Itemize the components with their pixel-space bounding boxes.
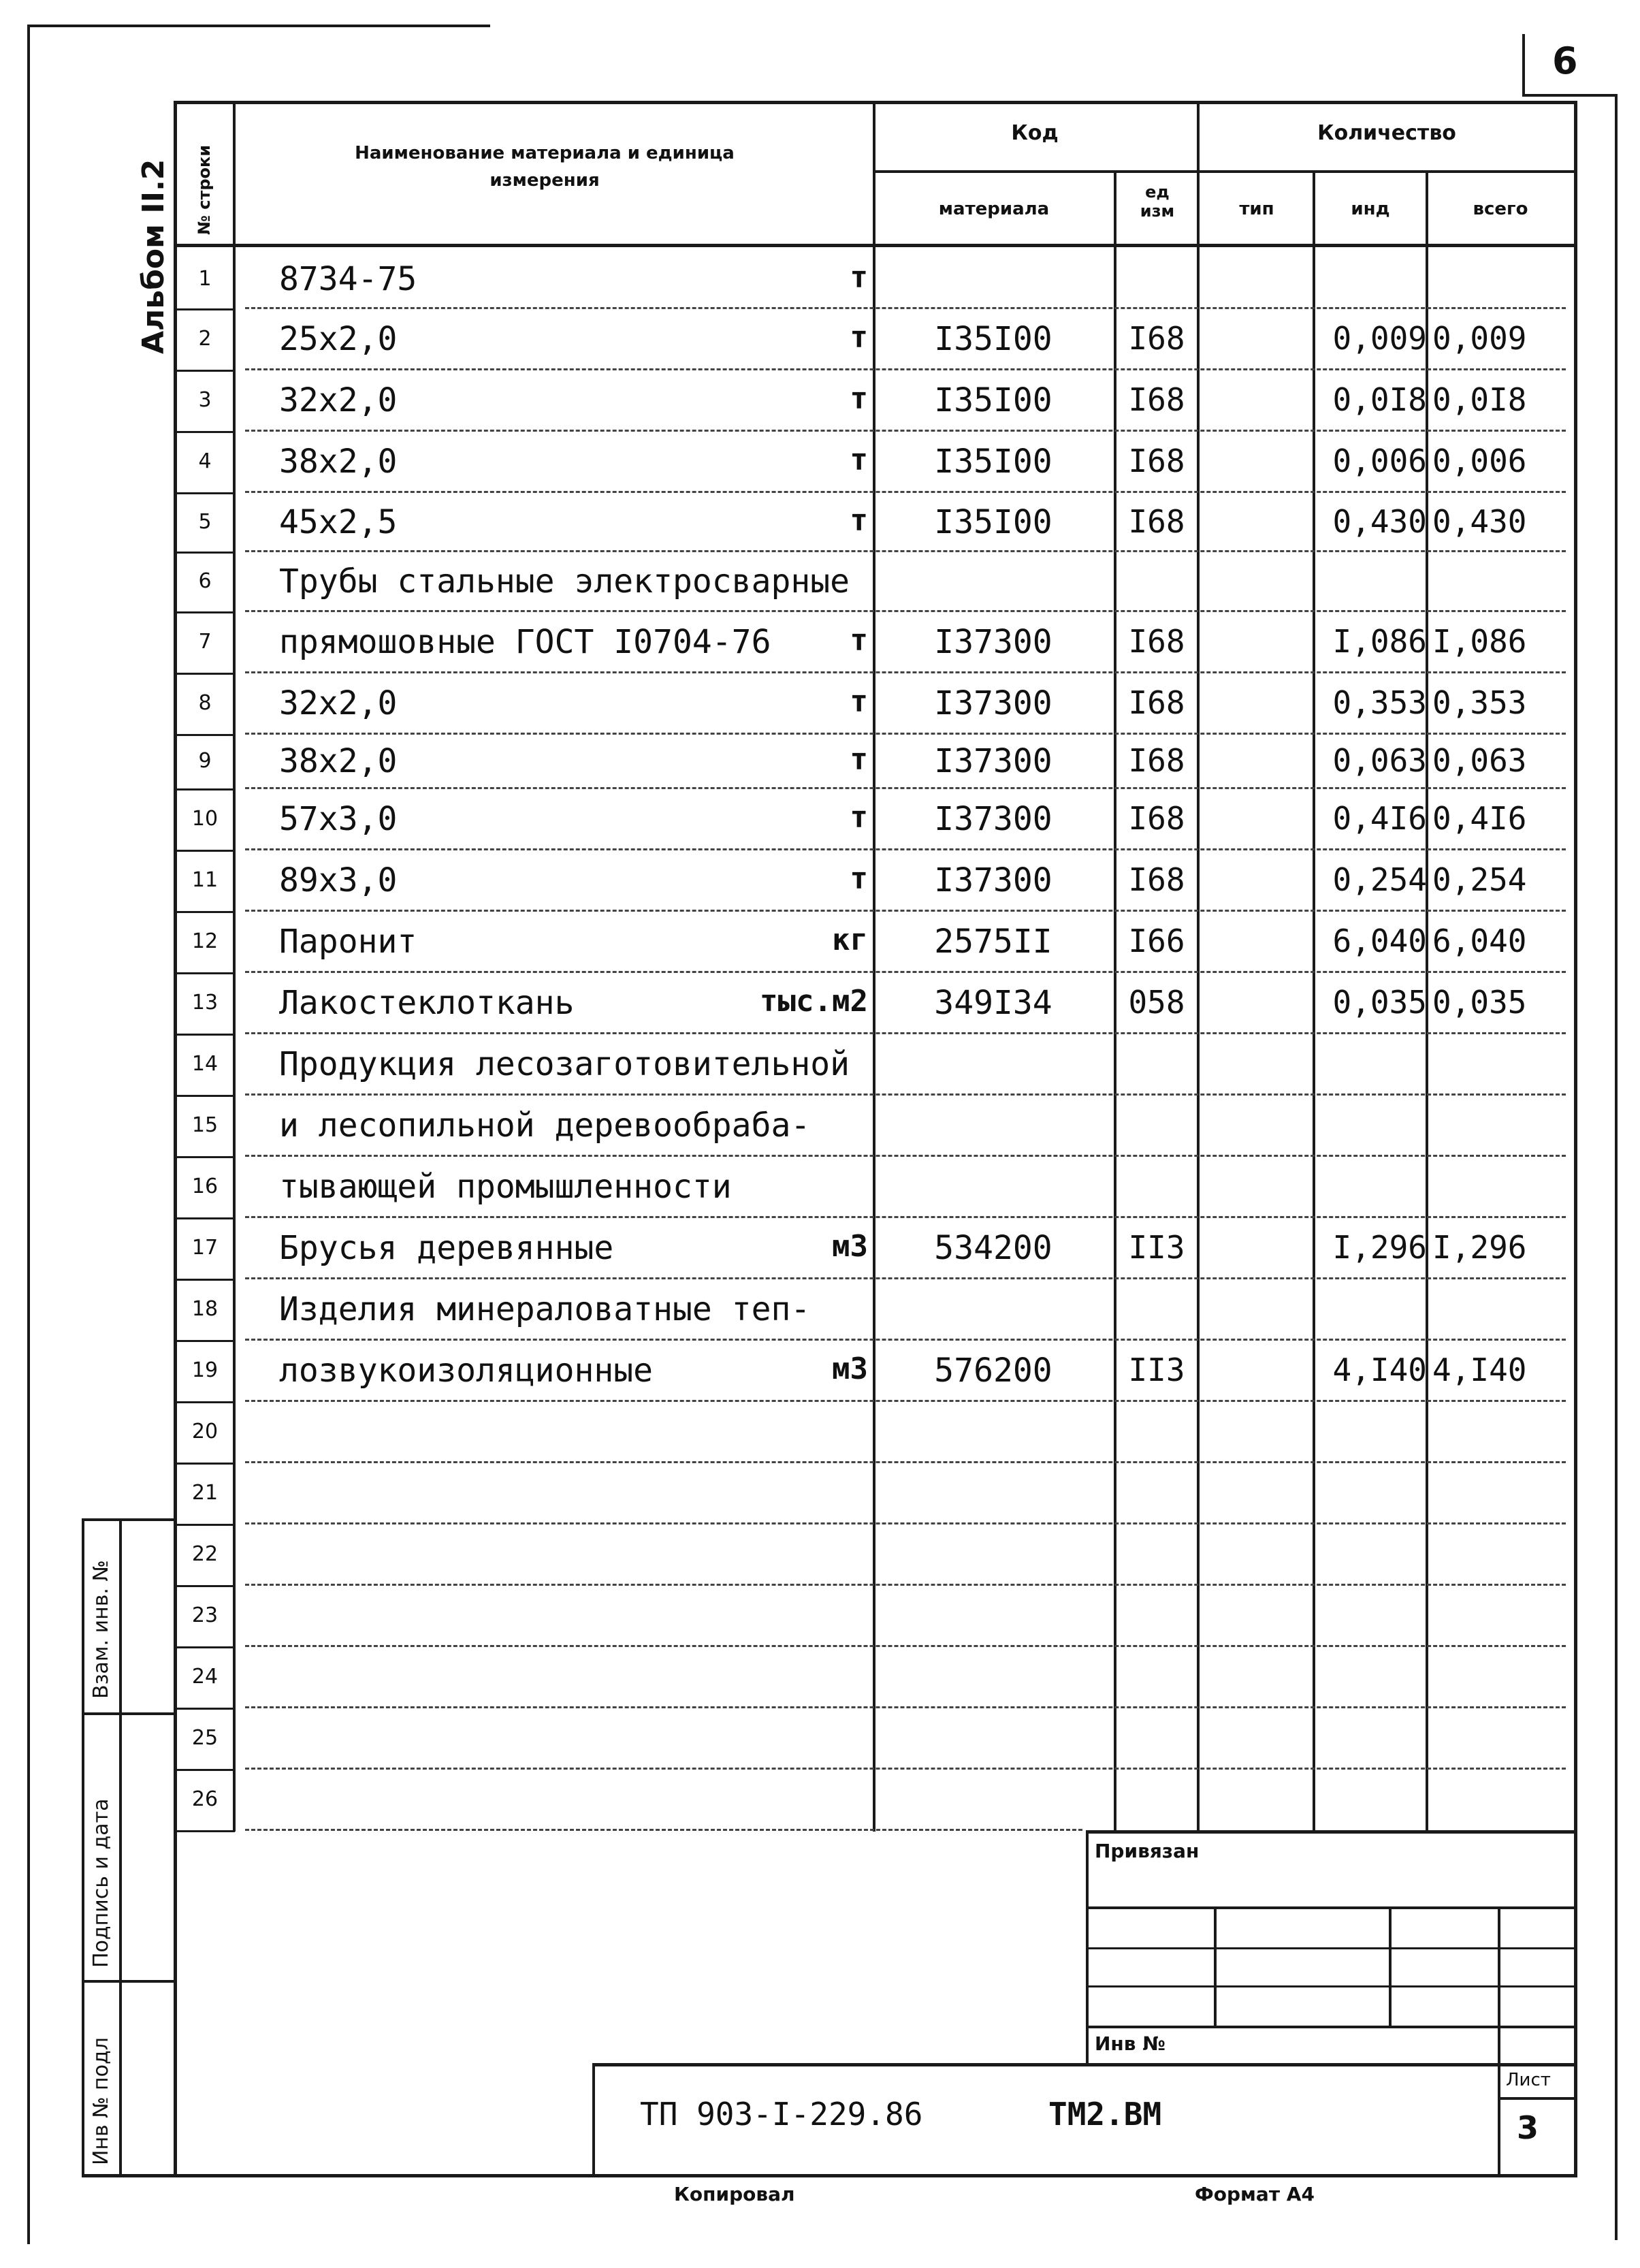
row-number: 24 bbox=[191, 1665, 219, 1689]
row-number: 9 bbox=[198, 749, 212, 773]
row-number: 26 bbox=[191, 1787, 219, 1811]
stamp-line-2 bbox=[1086, 1947, 1576, 1949]
row-number: 1 bbox=[198, 266, 212, 291]
row-separator bbox=[245, 1522, 1566, 1524]
row-number: 3 bbox=[198, 388, 212, 412]
header-code: Код bbox=[1011, 121, 1059, 145]
row-number-separator bbox=[174, 972, 235, 974]
material-code: I37300 bbox=[934, 623, 1052, 661]
material-unit: т bbox=[850, 443, 868, 477]
row-number-separator bbox=[174, 1708, 235, 1710]
row-number: 2 bbox=[198, 327, 212, 351]
qty-total: 0,254 bbox=[1432, 861, 1527, 898]
row-separator bbox=[245, 550, 1566, 552]
side-strip-left bbox=[119, 1518, 122, 2175]
page-number-underline bbox=[1522, 94, 1618, 97]
stamp-line-4 bbox=[1086, 2026, 1576, 2028]
unit-code: I68 bbox=[1128, 443, 1185, 479]
frame-right bbox=[1574, 101, 1577, 2176]
row-number: 20 bbox=[191, 1420, 219, 1443]
row-separator bbox=[245, 910, 1566, 912]
header-quantity: Количество bbox=[1317, 121, 1456, 145]
stamp-v2 bbox=[1389, 1906, 1392, 2028]
row-number: 7 bbox=[198, 630, 212, 654]
inv-no-label: Инв № bbox=[1095, 2032, 1165, 2055]
material-name: лозвукоизоляционные bbox=[279, 1352, 654, 1390]
row-number: 16 bbox=[191, 1175, 219, 1198]
row-number-separator bbox=[174, 1769, 235, 1771]
qty-total: 4,I40 bbox=[1432, 1352, 1527, 1388]
material-name: 38х2,0 bbox=[279, 443, 398, 481]
qty-total: I,296 bbox=[1432, 1229, 1527, 1266]
row-number: 14 bbox=[191, 1052, 219, 1076]
page-number-divider bbox=[1522, 34, 1525, 95]
row-separator bbox=[245, 1645, 1566, 1647]
header-qty-type: тип bbox=[1239, 199, 1274, 219]
row-separator bbox=[245, 1216, 1566, 1218]
qty-ind: 0,4I6 bbox=[1332, 800, 1427, 837]
unit-code: I68 bbox=[1128, 320, 1185, 357]
row-separator bbox=[245, 1277, 1566, 1279]
frame-left bbox=[174, 101, 177, 2176]
sheet-box-divider bbox=[1498, 2097, 1576, 2100]
unit-code: I68 bbox=[1128, 861, 1185, 898]
format-label: Формат А4 bbox=[1195, 2183, 1315, 2205]
material-name: 38х2,0 bbox=[279, 742, 398, 780]
qty-total: 6,040 bbox=[1432, 923, 1527, 959]
qty-ind: 4,I40 bbox=[1332, 1352, 1427, 1388]
row-separator bbox=[245, 1461, 1566, 1463]
material-code: I35I00 bbox=[934, 320, 1052, 358]
material-code: 2575II bbox=[934, 923, 1052, 961]
row-number: 25 bbox=[191, 1726, 219, 1750]
unit-code: I68 bbox=[1128, 623, 1185, 660]
row-number-separator bbox=[174, 850, 235, 852]
material-code: 576200 bbox=[934, 1352, 1052, 1390]
unit-code: I66 bbox=[1128, 923, 1185, 959]
material-name: Лакостеклоткань bbox=[279, 984, 575, 1022]
row-separator bbox=[245, 787, 1566, 789]
row-number-separator bbox=[174, 1463, 235, 1465]
material-name: 89х3,0 bbox=[279, 861, 398, 899]
qty-ind: 0,035 bbox=[1332, 984, 1427, 1021]
qty-ind: 0,0I8 bbox=[1332, 381, 1427, 418]
row-separator bbox=[245, 733, 1566, 735]
copied-label: Копировал bbox=[674, 2183, 795, 2205]
material-name: 32х2,0 bbox=[279, 381, 398, 419]
material-name: 57х3,0 bbox=[279, 800, 398, 838]
qty-ind: 0,063 bbox=[1332, 742, 1427, 779]
row-number: 8 bbox=[198, 691, 212, 715]
row-number-separator bbox=[174, 1095, 235, 1097]
qty-total: 0,009 bbox=[1432, 320, 1527, 357]
sheet-box-left bbox=[1498, 2063, 1500, 2175]
sheet-number: 3 bbox=[1517, 2109, 1539, 2146]
row-number-separator bbox=[174, 552, 235, 554]
side-strip-div2 bbox=[82, 1980, 177, 1983]
row-number-separator bbox=[174, 1279, 235, 1281]
material-code: I37300 bbox=[934, 742, 1052, 780]
row-number: 10 bbox=[191, 807, 219, 831]
podpis-data-label: Подпись и дата bbox=[89, 1798, 113, 1968]
material-unit: м3 bbox=[832, 1229, 868, 1264]
vzam-inv-label: Взам. инв. № bbox=[89, 1560, 113, 1699]
material-code: I35I00 bbox=[934, 502, 1052, 541]
material-code: I35I00 bbox=[934, 443, 1052, 481]
inv-podl-label: Инв № подл bbox=[89, 2037, 113, 2165]
material-unit: т bbox=[850, 742, 868, 777]
qty-total: 0,063 bbox=[1432, 742, 1527, 779]
material-unit: т bbox=[850, 684, 868, 719]
row-number-separator bbox=[174, 1156, 235, 1158]
material-unit: кг bbox=[832, 923, 868, 957]
doc-code: ТП 903-I-229.86 bbox=[640, 2096, 923, 2133]
row-number-separator bbox=[174, 1646, 235, 1648]
material-code: I37300 bbox=[934, 861, 1052, 899]
row-number-separator bbox=[174, 1034, 235, 1036]
row-number-separator bbox=[174, 734, 235, 736]
header-bottom-line bbox=[174, 244, 1576, 247]
stamp-line-3 bbox=[1086, 1985, 1576, 1987]
page-number: 6 bbox=[1552, 39, 1578, 82]
side-strip-right bbox=[82, 1518, 84, 2175]
col-line-unit bbox=[1197, 101, 1200, 1832]
row-number: 5 bbox=[198, 509, 212, 534]
row-number: 18 bbox=[191, 1297, 219, 1321]
unit-code: II3 bbox=[1128, 1352, 1185, 1388]
stamp-top bbox=[1086, 1830, 1576, 1834]
material-name: Продукция лесозаготовительной bbox=[279, 1045, 850, 1083]
qty-ind: 0,009 bbox=[1332, 320, 1427, 357]
material-code: I37300 bbox=[934, 684, 1052, 722]
material-unit: м3 bbox=[832, 1352, 868, 1386]
stamp-v3 bbox=[1498, 1906, 1500, 2064]
material-unit: т bbox=[850, 381, 868, 416]
material-name: 32х2,0 bbox=[279, 684, 398, 722]
left-frame-line bbox=[27, 25, 30, 2244]
side-strip-div1 bbox=[82, 1712, 177, 1715]
row-number: 17 bbox=[191, 1236, 219, 1260]
qty-total: 0,0I8 bbox=[1432, 381, 1527, 418]
material-name: Паронит bbox=[279, 923, 417, 961]
row-number-separator bbox=[174, 1401, 235, 1403]
unit-code: I68 bbox=[1128, 742, 1185, 779]
header-qty-ind: инд bbox=[1351, 199, 1390, 219]
qty-ind: 6,040 bbox=[1332, 923, 1427, 959]
row-separator bbox=[245, 1400, 1566, 1402]
title-block-left bbox=[592, 2063, 595, 2175]
header-mid-line bbox=[873, 170, 1574, 173]
row-separator bbox=[245, 1706, 1566, 1708]
material-name: прямошовные ГОСТ I0704-76 bbox=[279, 623, 771, 661]
row-separator bbox=[245, 1032, 1566, 1034]
row-number: 22 bbox=[191, 1542, 219, 1566]
album-label: Альбом II.2 bbox=[136, 159, 171, 354]
header-code-unit: ед изм bbox=[1140, 182, 1175, 221]
row-separator bbox=[245, 610, 1566, 612]
material-name: Трубы стальные электросварные bbox=[279, 562, 850, 601]
col-line-rownum bbox=[233, 101, 236, 1832]
row-number: 23 bbox=[191, 1603, 219, 1627]
row-separator bbox=[245, 971, 1566, 973]
row-separator bbox=[245, 307, 1566, 309]
row-number-separator bbox=[174, 673, 235, 675]
qty-total: I,086 bbox=[1432, 623, 1527, 660]
qty-ind: 0,353 bbox=[1332, 684, 1427, 721]
material-unit: т bbox=[850, 861, 868, 896]
material-unit: т bbox=[850, 800, 868, 835]
unit-code: I68 bbox=[1128, 381, 1185, 418]
row-separator bbox=[245, 1339, 1566, 1341]
stamp-v1 bbox=[1214, 1906, 1217, 2028]
qty-total: 0,006 bbox=[1432, 443, 1527, 479]
row-number-separator bbox=[174, 308, 235, 310]
row-separator bbox=[245, 1768, 1566, 1770]
qty-ind: 0,430 bbox=[1332, 502, 1427, 540]
unit-code: I68 bbox=[1128, 502, 1185, 540]
col-line-name bbox=[873, 101, 875, 1832]
row-number-separator bbox=[174, 1830, 235, 1832]
qty-ind: 0,006 bbox=[1332, 443, 1427, 479]
row-number: 19 bbox=[191, 1358, 219, 1382]
material-name: 8734-75 bbox=[279, 259, 417, 298]
row-number: 13 bbox=[191, 991, 219, 1015]
row-number: 11 bbox=[191, 868, 219, 892]
material-unit: т bbox=[850, 502, 868, 538]
qty-total: 0,035 bbox=[1432, 984, 1527, 1021]
qty-ind: I,296 bbox=[1332, 1229, 1427, 1266]
material-code: I35I00 bbox=[934, 381, 1052, 419]
row-separator bbox=[245, 1584, 1566, 1586]
material-unit: тыс.м2 bbox=[760, 984, 868, 1019]
material-code: 534200 bbox=[934, 1229, 1052, 1267]
qty-total: 0,4I6 bbox=[1432, 800, 1527, 837]
frame-bottom bbox=[82, 2174, 1577, 2177]
sheet-label: Лист bbox=[1506, 2070, 1551, 2090]
right-edge-line bbox=[1615, 95, 1618, 2240]
material-unit: т bbox=[850, 259, 868, 295]
doc-mark: ТМ2.ВМ bbox=[1048, 2096, 1162, 2133]
row-number-separator bbox=[174, 431, 235, 433]
row-separator bbox=[245, 1829, 1082, 1831]
row-separator bbox=[245, 368, 1566, 370]
header-qty-total: всего bbox=[1473, 199, 1528, 219]
material-unit: т bbox=[850, 320, 868, 355]
row-number-separator bbox=[174, 1340, 235, 1342]
row-number: 4 bbox=[198, 449, 212, 473]
row-number-separator bbox=[174, 1585, 235, 1587]
header-row-no: № строки bbox=[195, 144, 214, 235]
qty-total: 0,430 bbox=[1432, 502, 1527, 540]
row-number-separator bbox=[174, 611, 235, 613]
unit-code: II3 bbox=[1128, 1229, 1185, 1266]
row-separator bbox=[245, 1155, 1566, 1157]
row-number: 6 bbox=[198, 569, 212, 593]
qty-ind: 0,254 bbox=[1332, 861, 1427, 898]
row-separator bbox=[245, 491, 1566, 493]
row-number-separator bbox=[174, 1217, 235, 1219]
unit-code: 058 bbox=[1128, 984, 1185, 1021]
privyazan-label: Привязан bbox=[1095, 1840, 1200, 1862]
unit-code: I68 bbox=[1128, 800, 1185, 837]
row-number-separator bbox=[174, 911, 235, 913]
material-name: и лесопильной деревообраба- bbox=[279, 1106, 811, 1145]
material-code: I37300 bbox=[934, 800, 1052, 838]
material-name: тывающей промышленности bbox=[279, 1168, 732, 1206]
row-number-separator bbox=[174, 492, 235, 494]
material-name: 45х2,5 bbox=[279, 502, 398, 541]
stamp-line-1 bbox=[1086, 1906, 1576, 1909]
row-separator bbox=[245, 1093, 1566, 1096]
row-separator bbox=[245, 848, 1566, 850]
material-name: Изделия минераловатные теп- bbox=[279, 1290, 811, 1328]
top-mark-line bbox=[27, 25, 490, 27]
row-number: 12 bbox=[191, 929, 219, 953]
title-block-top bbox=[592, 2063, 1576, 2066]
row-separator bbox=[245, 430, 1566, 432]
unit-code: I68 bbox=[1128, 684, 1185, 721]
material-name: 25х2,0 bbox=[279, 320, 398, 358]
row-number-separator bbox=[174, 788, 235, 790]
row-number: 21 bbox=[191, 1481, 219, 1505]
header-code-material: материала bbox=[938, 199, 1050, 219]
material-unit: т bbox=[850, 623, 868, 658]
row-separator bbox=[245, 671, 1566, 673]
row-number: 15 bbox=[191, 1113, 219, 1137]
side-strip-top bbox=[82, 1518, 177, 1521]
qty-total: 0,353 bbox=[1432, 684, 1527, 721]
row-number-separator bbox=[174, 1524, 235, 1526]
material-code: 349I34 bbox=[934, 984, 1052, 1022]
material-name: Брусья деревянные bbox=[279, 1229, 614, 1267]
qty-ind: I,086 bbox=[1332, 623, 1427, 660]
row-number-separator bbox=[174, 370, 235, 372]
header-name: Наименование материала и единица измерения bbox=[355, 143, 735, 191]
